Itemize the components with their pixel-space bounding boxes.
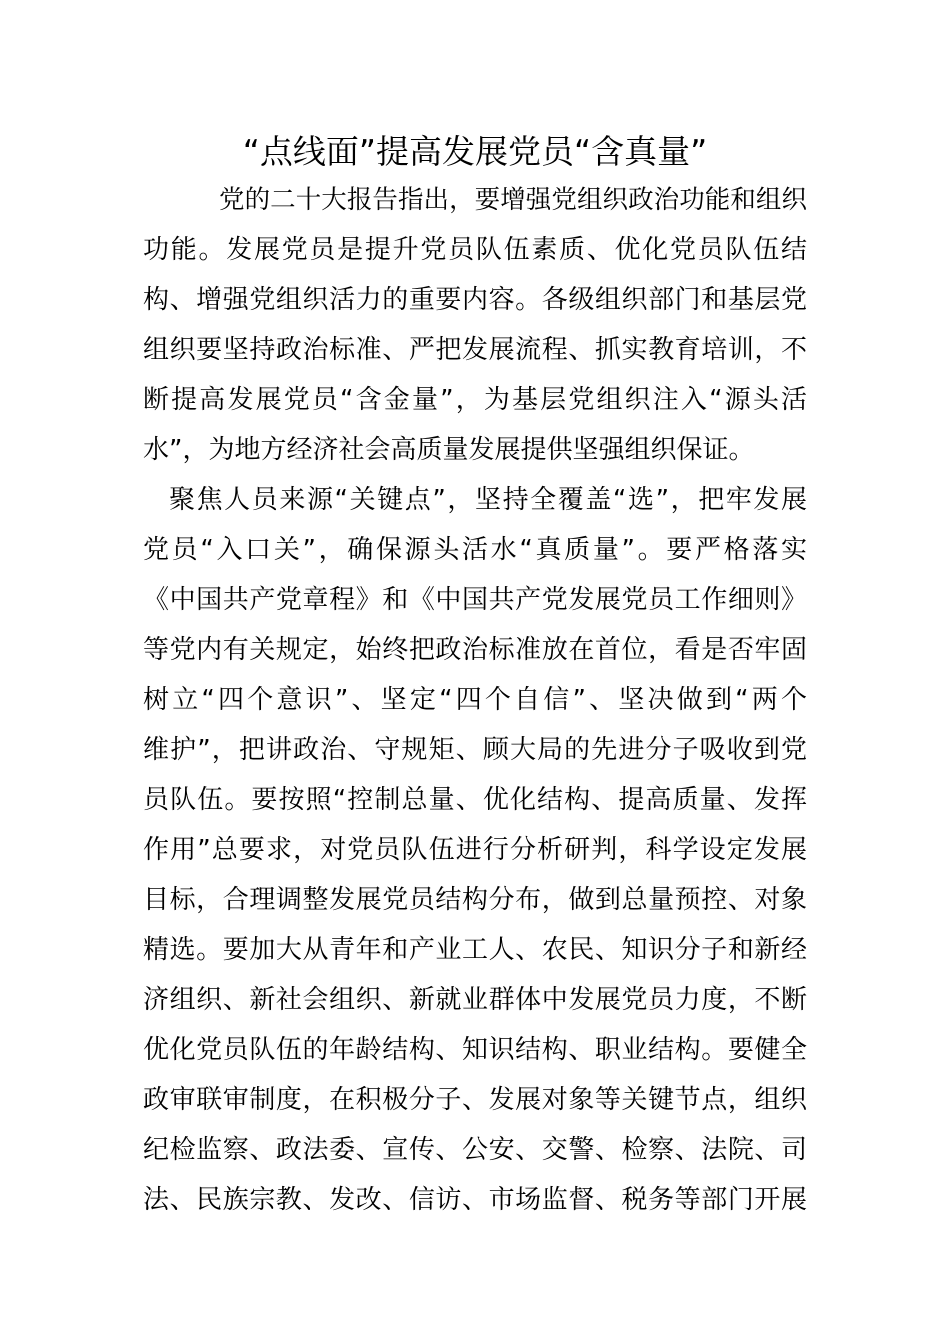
paragraph-line: 树立“四个意识”、坚定“四个自信”、坚决做到“两个: [143, 685, 807, 715]
document-title: “点线面”提高发展党员“含真量”: [242, 132, 708, 171]
paragraph-line: 纪检监察、政法委、宣传、公安、交警、检察、法院、司: [143, 1135, 807, 1165]
paragraph-line: 断提高发展党员“含金量”，为基层党组织注入“源头活: [143, 385, 807, 415]
paragraph-line: 作用”总要求，对党员队伍进行分析研判，科学设定发展: [143, 835, 807, 865]
paragraph-line: 法、民族宗教、发改、信访、市场监督、税务等部门开展: [143, 1185, 807, 1215]
paragraph-line: 功能。发展党员是提升党员队伍素质、优化党员队伍结: [143, 235, 807, 265]
paragraph-line: 等党内有关规定，始终把政治标准放在首位，看是否牢固: [143, 635, 807, 665]
paragraph-line: 优化党员队伍的年龄结构、知识结构、职业结构。要健全: [143, 1035, 807, 1065]
paragraph-line: 党的二十大报告指出，要增强党组织政治功能和组织: [219, 185, 807, 215]
paragraph-line: 水”，为地方经济社会高质量发展提供坚强组织保证。: [143, 435, 755, 465]
paragraph-line: 党员“入口关”，确保源头活水“真质量”。要严格落实: [143, 535, 807, 565]
paragraph-line: 济组织、新社会组织、新就业群体中发展党员力度，不断: [143, 985, 807, 1015]
paragraph-line: 维护”，把讲政治、守规矩、顾大局的先进分子吸收到党: [143, 735, 807, 765]
paragraph-line: 聚焦人员来源“关键点”，坚持全覆盖“选”，把牢发展: [169, 485, 807, 515]
paragraph-line: 组织要坚持政治标准、严把发展流程、抓实教育培训，不: [143, 335, 807, 365]
paragraph-line: 构、增强党组织活力的重要内容。各级组织部门和基层党: [143, 285, 807, 315]
paragraph-line: 精选。要加大从青年和产业工人、农民、知识分子和新经: [143, 935, 807, 965]
paragraph-line: 目标，合理调整发展党员结构分布，做到总量预控、对象: [143, 885, 807, 915]
paragraph-line: 员队伍。要按照“控制总量、优化结构、提高质量、发挥: [143, 785, 807, 815]
paragraph-line: 政审联审制度，在积极分子、发展对象等关键节点，组织: [143, 1085, 807, 1115]
paragraph-line: 《中国共产党章程》和《中国共产党发展党员工作细则》: [143, 585, 807, 615]
